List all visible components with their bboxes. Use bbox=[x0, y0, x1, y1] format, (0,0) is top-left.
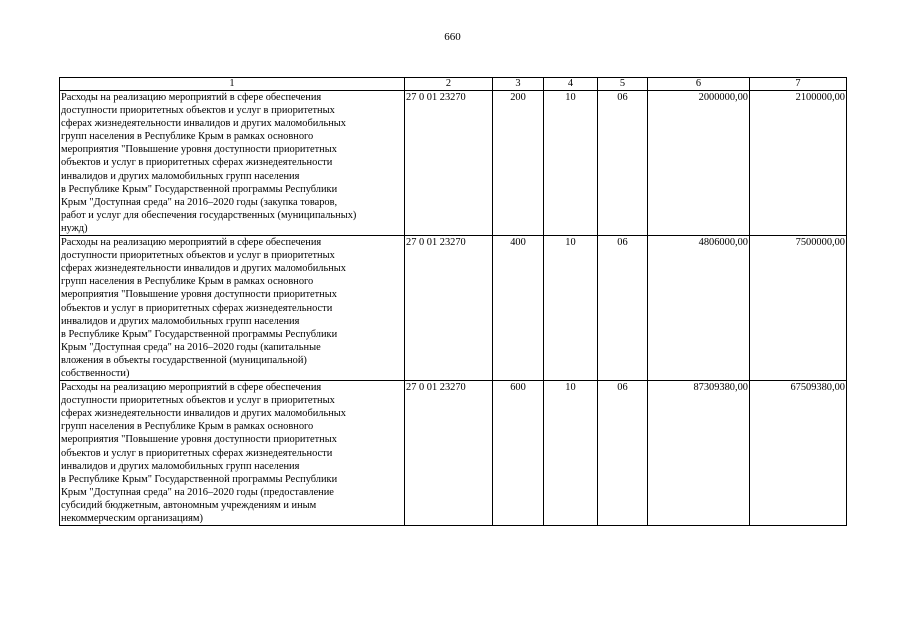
description-line: Крым "Доступная среда" на 2016–2020 годы (закупка товаров, bbox=[61, 196, 338, 208]
row-amount-col6: 87309380,00 bbox=[648, 381, 750, 526]
column-header: 2 bbox=[405, 78, 493, 91]
row-amount-col7: 2100000,00 bbox=[750, 91, 847, 236]
description-line: доступности приоритетных объектов и услуг в приоритетных bbox=[61, 250, 335, 262]
row-pr-code: 06 bbox=[598, 236, 648, 381]
row-rz-code: 10 bbox=[544, 381, 598, 526]
row-rz-code: 10 bbox=[544, 236, 598, 381]
description-line: групп населения в Республике Крым в рамках основного bbox=[61, 276, 314, 288]
description-line: субсидий бюджетным, автономным учреждениям и иным bbox=[61, 499, 317, 511]
row-amount-col6: 4806000,00 bbox=[648, 236, 750, 381]
description-line: мероприятия "Повышение уровня доступности приоритетных bbox=[61, 434, 337, 446]
row-rz-code: 10 bbox=[544, 91, 598, 236]
column-header: 5 bbox=[598, 78, 648, 91]
description-line: Расходы на реализацию мероприятий в сфере обеспечения bbox=[61, 92, 322, 103]
description-line: объектов и услуг в приоритетных сферах жизнедеятельности bbox=[61, 302, 333, 314]
description-line: сферах жизнедеятельности инвалидов и других маломобильных bbox=[61, 263, 346, 275]
row-pr-code: 06 bbox=[598, 381, 648, 526]
column-header: 4 bbox=[544, 78, 598, 91]
description-line: Крым "Доступная среда" на 2016–2020 годы (капитальные bbox=[61, 341, 321, 353]
description-line: Расходы на реализацию мероприятий в сфере обеспечения bbox=[61, 237, 322, 249]
description-line: в Республике Крым" Государственной программы Республики bbox=[61, 183, 338, 195]
description-line: мероприятия "Повышение уровня доступности приоритетных bbox=[61, 289, 337, 301]
description-line: доступности приоритетных объектов и услуг в приоритетных bbox=[61, 105, 335, 117]
column-header: 1 bbox=[60, 78, 405, 91]
row-csr-code: 27 0 01 23270 bbox=[405, 381, 493, 526]
row-vr-code: 400 bbox=[493, 236, 544, 381]
description-line: собственности) bbox=[61, 367, 130, 379]
row-pr-code: 06 bbox=[598, 91, 648, 236]
description-line: Расходы на реализацию мероприятий в сфере обеспечения bbox=[61, 382, 322, 394]
table-row bbox=[60, 381, 847, 526]
description-line: сферах жизнедеятельности инвалидов и других маломобильных bbox=[61, 408, 346, 420]
page-number: 660 bbox=[444, 31, 461, 43]
description-line: групп населения в Республике Крым в рамках основного bbox=[61, 131, 314, 143]
column-header: 6 bbox=[648, 78, 750, 91]
description-line: сферах жизнедеятельности инвалидов и других маломобильных bbox=[61, 118, 346, 130]
table-row bbox=[60, 236, 847, 381]
column-header: 7 bbox=[750, 78, 847, 91]
description-line: доступности приоритетных объектов и услуг в приоритетных bbox=[61, 395, 335, 407]
row-description bbox=[60, 91, 405, 236]
header-row bbox=[60, 78, 847, 91]
description-line: в Республике Крым" Государственной программы Республики bbox=[61, 473, 338, 485]
description-line: нужд) bbox=[61, 222, 88, 234]
row-vr-code: 200 bbox=[493, 91, 544, 236]
row-description bbox=[60, 381, 405, 526]
row-csr-code: 27 0 01 23270 bbox=[405, 91, 493, 236]
description-line: мероприятия "Повышение уровня доступности приоритетных bbox=[61, 144, 337, 156]
column-header: 3 bbox=[493, 78, 544, 91]
description-line: объектов и услуг в приоритетных сферах жизнедеятельности bbox=[61, 157, 333, 169]
description-line: инвалидов и других маломобильных групп населения bbox=[61, 460, 300, 472]
description-line: работ и услуг для обеспечения государственных (муниципальных) bbox=[61, 209, 357, 221]
description-line: инвалидов и других маломобильных групп населения bbox=[61, 315, 300, 327]
row-description bbox=[60, 236, 405, 381]
table-row bbox=[60, 91, 847, 236]
description-line: Крым "Доступная среда" на 2016–2020 годы (предоставление bbox=[61, 486, 334, 498]
row-vr-code: 600 bbox=[493, 381, 544, 526]
description-line: в Республике Крым" Государственной программы Республики bbox=[61, 328, 338, 340]
budget-table bbox=[59, 77, 847, 526]
description-line: некоммерческим организациям) bbox=[61, 513, 203, 524]
description-line: групп населения в Республике Крым в рамках основного bbox=[61, 421, 314, 433]
description-line: объектов и услуг в приоритетных сферах жизнедеятельности bbox=[61, 447, 333, 459]
description-line: инвалидов и других маломобильных групп населения bbox=[61, 170, 300, 182]
description-line: вложения в объекты государственной (муниципальной) bbox=[61, 354, 307, 366]
row-amount-col6: 2000000,00 bbox=[648, 91, 750, 236]
row-amount-col7: 7500000,00 bbox=[750, 236, 847, 381]
row-csr-code: 27 0 01 23270 bbox=[405, 236, 493, 381]
row-amount-col7: 67509380,00 bbox=[750, 381, 847, 526]
